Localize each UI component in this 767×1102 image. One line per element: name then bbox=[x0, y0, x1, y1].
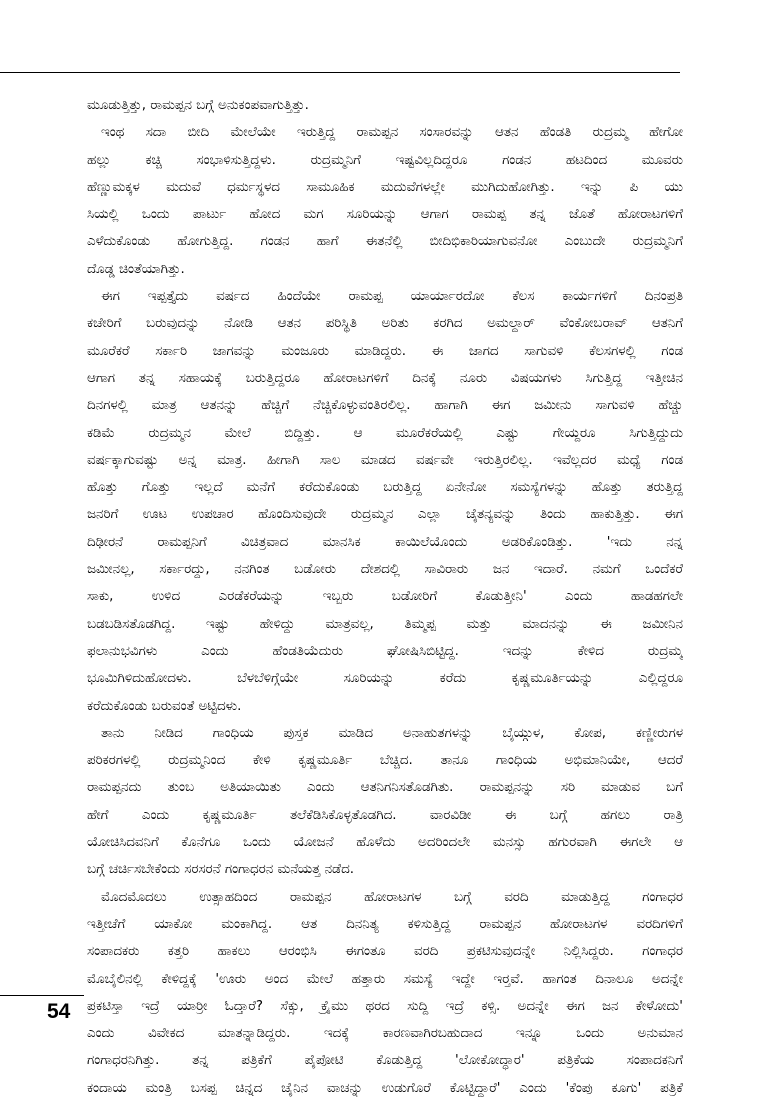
text-line: ಇತ್ತೀಚೆಗೆ ಯಾಕೋ ಮಂಕಾಗಿದ್ದ. ಆತ ದಿನನಿತ್ಯ ಕಳಿಸುತ್ತಿದ್ದ ರಾಮಪ್ಪನ ಹೋರಾಟಗಳ ವರದಿಗಳಿಗೆ bbox=[87, 916, 683, 932]
text-line: ರಾಮಪ್ಪನದು ತುಂಬ ಅತಿಯಾಯಿತು ಎಂದು ಆತನಿಗನಿಸತೊಡಗಿತು. ರಾಮಪ್ಪನನ್ನು ಸರಿ ಮಾಡುವ ಬಗೆ bbox=[87, 780, 683, 796]
paragraph-end-line: ಕರೆದುಕೊಂಡು ಬರುವಂತೆ ಅಟ್ಟಿದಳು. bbox=[87, 698, 242, 714]
paragraph-end-line: ಬಗ್ಗೆ ಚರ್ಚಿಸಬೇಕೆಂದು ಸರಸರನೆ ಗಂಗಾಧರನ ಮನೆಯತ್ತ ನಡೆದ. bbox=[87, 862, 354, 878]
paragraph-start-line: ಮೊದಮೊದಲು ಉತ್ಸಾಹದಿಂದ ರಾಮಪ್ಪನ ಹೋರಾಟಗಳ ಬಗ್ಗೆ ವರದಿ ಮಾಡುತ್ತಿದ್ದ ಗಂಗಾಧರ bbox=[101, 889, 683, 905]
page-number: 54 bbox=[47, 1000, 71, 1023]
text-line: ವರ್ಷಕ್ಕಾಗುವಷ್ಟು ಅನ್ನ ಮಾತ್ರ. ಹೀಗಾಗಿ ಸಾಲ ಮಾಡದ ವರ್ಷವೇ ಇರುತ್ತಿರಲಿಲ್ಲ. ಇವೆಲ್ಲದರ ಮಧ್ಯೆ ಗಂಡ bbox=[87, 452, 683, 468]
text-line: ಸಿಯಲ್ಲಿ ಒಂದು ಪಾರ್ಟು ಹೋದ ಮಗ ಸೂರಿಯನ್ನು ಆಗಾಗ ರಾಮಪ್ಪ ತನ್ನ ಜೊತೆ ಹೋರಾಟಗಳಿಗೆ bbox=[87, 207, 683, 223]
text-line: ಎಂದು ವಿವೇಕದ ಮಾತನ್ನಾಡಿದ್ದರು. ಇದಕ್ಕೆ ಕಾರಣವಾಗಿರಬಹುದಾದ ಇನ್ನೂ ಒಂದು ಅನುಮಾನ bbox=[87, 1026, 683, 1042]
text-line: ಹಲ್ಲು ಕಚ್ಚಿ ಸಂಭಾಳಿಸುತ್ತಿದ್ದಳು. ರುದ್ರಮ್ಮನಿಗೆ ಇಷ್ಟವಿಲ್ಲದಿದ್ದರೂ ಗಂಡನ ಹಟದಿಂದ ಮೂವರು bbox=[87, 152, 683, 168]
text-line: ಕಂದಾಯ ಮಂತ್ರಿ ಬಸಪ್ಪ ಚಿನ್ನದ ಚೈನಿನ ವಾಚನ್ನು ಉಡುಗೊರೆ ಕೊಟ್ಟಿದ್ದಾರೆ' ಎಂದು 'ಕೆಂಪು ಕೂಗು' ಪತ್ರಿಕೆ bbox=[87, 1080, 683, 1096]
text-line: ಬಡಬಡಿಸತೊಡಗಿದ್ದ. ಇಷ್ಟು ಹೇಳಿದ್ದು ಮಾತ್ರವಲ್ಲ, ತಿಮ್ಮಪ್ಪ ಮತ್ತು ಮಾದನನ್ನು ಈ ಜಮೀನಿನ bbox=[87, 616, 683, 632]
text-line: ಮೂಡುತ್ತಿತ್ತು, ರಾಮಪ್ಪನ ಬಗ್ಗೆ ಅನುಕಂಪವಾಗುತ್ತಿತ್ತು. bbox=[87, 98, 309, 113]
paragraph-end-line: ದೊಡ್ಡ ಚಿಂತೆಯಾಗಿತ್ತು. bbox=[87, 261, 185, 277]
text-line: ಫಲಾನುಭವಿಗಳು ಎಂದು ಹೆಂಡತಿಯೆದುರು ಘೋಷಿಸಿಬಿಟ್ಟಿದ್ದ. ಇದನ್ನು ಕೇಳಿದ ರುದ್ರಮ್ಮ bbox=[87, 643, 683, 659]
text-line: ಹೊತ್ತು ಗೊತ್ತು ಇಲ್ಲದೆ ಮನೆಗೆ ಕರೆದುಕೊಂಡು ಬರುತ್ತಿದ್ದ ಏನೇನೋ ಸಮಸ್ಯೆಗಳನ್ನು ಹೊತ್ತು ತರುತ್ತಿದ್ದ bbox=[87, 480, 683, 496]
text-line: ಕಡಿಮೆ ರುದ್ರಮ್ಮನ ಮೇಲೆ ಬಿದ್ದಿತ್ತು. ಆ ಮೂರೆಕರೆಯಲ್ಲಿ ಎಷ್ಟು ಗೇಯ್ದರೂ ಸಿಗುತ್ತಿದ್ದುದು bbox=[87, 425, 683, 441]
footer-rule bbox=[0, 995, 84, 996]
text-line: ಭೂಮಿಗಿಳಿದುಹೋದಳು. ಬೆಳಬೆಳಿಗ್ಗೆಯೇ ಸೂರಿಯನ್ನು ಕರೆದು ಕೃಷ್ಣಮೂರ್ತಿಯನ್ನು ಎಲ್ಲಿದ್ದರೂ bbox=[87, 671, 683, 687]
text-line: ಸಾಕು, ಉಳಿದ ಎರಡೆಕರೆಯನ್ನು ಇಬ್ಬರು ಬಡೋರಿಗೆ ಕೊಡುತ್ತೀನಿ' ಎಂದು ಹಾಡಹಗಲೇ bbox=[87, 589, 683, 605]
text-line: ಜನರಿಗೆ ಊಟ ಉಪಚಾರ ಹೊಂದಿಸುವುದೇ ರುದ್ರಮ್ಮನ ಎಲ್ಲಾ ಚೈತನ್ಯವನ್ನು ತಿಂದು ಹಾಕುತ್ತಿತ್ತು. ಈಗ bbox=[87, 507, 683, 523]
text-line: ಎಳೆದುಕೊಂಡು ಹೋಗುತ್ತಿದ್ದ. ಗಂಡನ ಹಾಗೆ ಈತನೆಲ್ಲಿ ಬೀದಿಭಿಕಾರಿಯಾಗುವನೋ ಎಂಬುದೇ ರುದ್ರಮ್ಮನಿಗೆ bbox=[87, 234, 683, 250]
text-line: ಸಂಪಾದಕರು ಕತ್ತರಿ ಹಾಕಲು ಆರಂಭಿಸಿ ಈಗಂತೂ ವರದಿ ಪ್ರಕಟಿಸುವುದನ್ನೇ ನಿಲ್ಲಿಸಿದ್ದರು. ಗಂಗಾಧರ bbox=[87, 944, 683, 960]
text-line: ಪರಿಕರಗಳಲ್ಲಿ ರುದ್ರಮ್ಮನಿಂದ ಕೇಳಿ ಕೃಷ್ಣಮೂರ್ತಿ ಬೆಚ್ಚಿದ. ತಾನೂ ಗಾಂಧಿಯ ಅಭಿಮಾನಿಯೇ, ಆದರೆ bbox=[87, 753, 683, 769]
header-rule bbox=[0, 72, 680, 73]
text-line: ದಿಢೀರನೆ ರಾಮಪ್ಪನಿಗೆ ವಿಚಿತ್ರವಾದ ಮಾನಸಿಕ ಕಾಯಿಲೆಯೊಂದು ಅಡರಿಕೊಂಡಿತ್ತು. 'ಇದು ನನ್ನ bbox=[87, 534, 683, 550]
text-line: ಹೇಗೆ ಎಂದು ಕೃಷ್ಣಮೂರ್ತಿ ತಲೆಕೆಡಿಸಿಕೊಳ್ಳತೊಡಗಿದ. ವಾರವಿಡೀ ಈ ಬಗ್ಗೆ ಹಗಲು ರಾತ್ರಿ bbox=[87, 807, 683, 823]
text-line: ಯೋಚಿಸಿದವನಿಗೆ ಕೊನೆಗೂ ಒಂದು ಯೋಜನೆ ಹೊಳೆದು ಅದರಿಂದಲೇ ಮನಸ್ಸು ಹಗುರವಾಗಿ ಈಗಲೇ ಆ bbox=[87, 835, 683, 851]
text-line: ಜಮೀನಲ್ಲ, ಸರ್ಕಾರದ್ದು, ನನಗಿಂತ ಬಡೋರು ದೇಶದಲ್ಲಿ ಸಾವಿರಾರು ಜನ ಇದಾರೆ. ನಮಗೆ ಒಂದೆಕರೆ bbox=[87, 562, 683, 578]
text-line: ಗಂಗಾಧರನಿಗಿತ್ತು. ತನ್ನ ಪತ್ರಿಕೆಗೆ ಪೈಪೋಟಿ ಕೊಡುತ್ತಿದ್ದ 'ಲೋಕೋದ್ಧಾರ' ಪತ್ರಿಕೆಯ ಸಂಪಾದಕನಿಗೆ bbox=[87, 1053, 683, 1069]
body-text bbox=[87, 92, 683, 1102]
text-line: ಮೂರೆಕರೆ ಸರ್ಕಾರಿ ಜಾಗವನ್ನು ಮಂಜೂರು ಮಾಡಿದ್ದರು. ಈ ಜಾಗದ ಸಾಗುವಳಿ ಕೆಲಸಗಳಲ್ಲಿ ಗಂಡ bbox=[87, 343, 683, 359]
text-line: ಕಚೇರಿಗೆ ಬರುವುದನ್ನು ನೋಡಿ ಆತನ ಪರಿಸ್ಥಿತಿ ಅರಿತು ಕರಗಿದ ಅಮಲ್ದಾರ್ ವೆಂಕೋಬರಾವ್ ಆತನಿಗೆ bbox=[87, 316, 683, 332]
text-line: ಹೆಣ್ಣುಮಕ್ಕಳ ಮದುವೆ ಧರ್ಮಸ್ಥಳದ ಸಾಮೂಹಿಕ ಮದುವೆಗಳಲ್ಲೇ ಮುಗಿದುಹೋಗಿತ್ತು. ಇನ್ನು ಪಿ ಯು bbox=[87, 179, 683, 195]
paragraph-start-line: ತಾನು ನೀಡಿದ ಗಾಂಧಿಯ ಪುಸ್ತಕ ಮಾಡಿದ ಅನಾಹುತಗಳನ್ನು ಬೈಯ್ಗುಳ, ಕೋಪ, ಕಣ್ಣೀರುಗಳ bbox=[101, 725, 683, 741]
text-line: ಪ್ರಕಟಿಸ್ತಾ ಇದ್ರೆ ಯಾರ್‍ರೀ ಓದ್ತಾರೆ? ಸೆಕ್ಸು, ಕ್ರೈಮು ಥರದ ಸುದ್ದಿ ಇದ್ರೆ ಕಳ್ಸಿ. ಅದನ್ನೇ ಈಗ ಜನ ಕೇಳೋದು' bbox=[87, 998, 683, 1014]
text-line: ದಿನಗಳಲ್ಲಿ ಮಾತ್ರ ಆತನನ್ನು ಹೆಚ್ಚಿಗೆ ನೆಚ್ಚಿಕೊಳ್ಳುವಂತಿರಲಿಲ್ಲ. ಹಾಗಾಗಿ ಈಗ ಜಮೀನು ಸಾಗುವಳಿ ಹೆಚ್ಚು bbox=[87, 398, 683, 414]
text-line: ಆಗಾಗ ತನ್ನ ಸಹಾಯಕ್ಕೆ ಬರುತ್ತಿದ್ದರೂ ಹೋರಾಟಗಳಿಗೆ ದಿನಕ್ಕೆ ನೂರು ವಿಷಯಗಳು ಸಿಗುತ್ತಿದ್ದ ಇತ್ತೀಚಿನ bbox=[87, 370, 683, 386]
paragraph-start-line: ಇಂಥ ಸದಾ ಬೀದಿ ಮೇಲೆಯೇ ಇರುತ್ತಿದ್ದ ರಾಮಪ್ಪನ ಸಂಸಾರವನ್ನು ಆತನ ಹೆಂಡತಿ ರುದ್ರಮ್ಮ ಹೇಗೋ bbox=[101, 125, 683, 141]
text-line: ಮೊಬೈಲಿನಲ್ಲಿ ಕೇಳಿದ್ದಕ್ಕೆ 'ಊರು ಅಂದ ಮೇಲೆ ಹತ್ತಾರು ಸಮಸ್ಯೆ ಇದ್ದೇ ಇರ್‍ತವೆ. ಹಾಗಂತ ದಿನಾಲೂ ಅದನ್ನೇ bbox=[87, 971, 683, 987]
paragraph-start-line: ಈಗ ಇಪ್ಪತ್ತೈದು ವರ್ಷದ ಹಿಂದೆಯೇ ರಾಮಪ್ಪ ಯಾರ್ಯಾರದೋ ಕೆಲಸ ಕಾರ್ಯಗಳಿಗೆ ದಿನಂಪ್ರತಿ bbox=[101, 289, 683, 305]
